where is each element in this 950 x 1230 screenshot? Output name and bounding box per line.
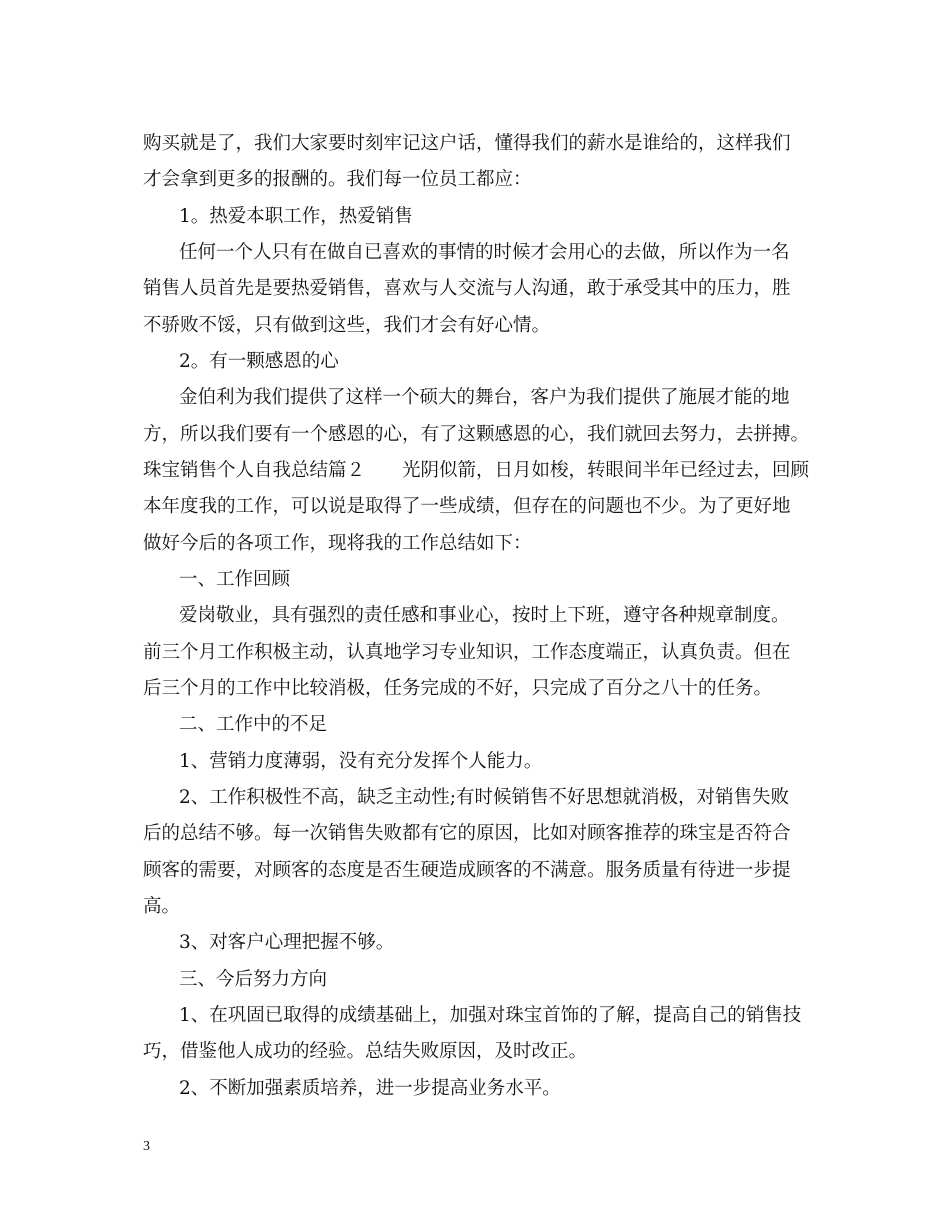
section-heading: 二、工作中的不足 [179, 714, 328, 735]
text-line: 高。 [143, 896, 181, 917]
text-line: 巧，借鉴他人成功的经验。总结失败原因，及时改正。 [143, 1041, 588, 1062]
list-item: 1、营销力度薄弱，没有充分发挥个人能力。 [179, 751, 543, 772]
text-line: 不骄败不馁，只有做到这些，我们才会有好心情。 [143, 315, 551, 336]
list-item: 1、在巩固已取得的成绩基础上，加强对珠宝首饰的了解，提高自己的销售技 [179, 1005, 802, 1026]
paragraph-start: 爱岗敬业，具有强烈的责任感和事业心，按时上下班，遵守各种规章制度。 [179, 605, 790, 626]
text-line: 前三个月工作积极主动，认真地学习专业知识，工作态度端正，认真负责。但在 [143, 642, 791, 663]
list-item-heading: 2。有一颗感恩的心 [179, 351, 339, 372]
text-line: 才会拿到更多的报酬的。我们每一位员工都应： [143, 169, 532, 190]
list-item: 2、不断加强素质培养，进一步提高业务水平。 [179, 1078, 561, 1099]
text-line: 后的总结不够。每一次销售失败都有它的原因，比如对顾客推荐的珠宝是否符合 [143, 823, 791, 844]
section-title-line: 珠宝销售个人自我总结篇２ 光阴似箭，日月如梭，转眼间半年已经过去，回顾 [143, 460, 810, 481]
text-line: 后三个月的工作中比较消极，任务完成的不好，只完成了百分之八十的任务。 [143, 678, 773, 699]
text-line: 销售人员首先是要热爱销售，喜欢与人交流与人沟通，敢于承受其中的压力，胜 [143, 278, 791, 299]
paragraph-start: 任何一个人只有在做自已喜欢的事情的时候才会用心的去做，所以作为一名 [179, 242, 790, 263]
list-item: 3、对客户心理把握不够。 [179, 932, 395, 953]
text-line: 做好今后的各项工作，现将我的工作总结如下： [143, 533, 532, 554]
paragraph-start: 金伯利为我们提供了这样一个硕大的舞台，客户为我们提供了施展才能的地 [179, 387, 790, 408]
list-item: 2、工作积极性不高，缺乏主动性;有时候销售不好思想就消极，对销售失败 [179, 787, 790, 808]
text-line: 购买就是了，我们大家要时刻牢记这户话，懂得我们的薪水是谁给的，这样我们 [143, 133, 791, 154]
section-heading: 三、今后努力方向 [179, 969, 328, 990]
text-line: 方，所以我们要有一个感恩的心，有了这颗感恩的心，我们就回去努力，去拼搏。 [143, 424, 810, 445]
section-heading: 一、工作回顾 [179, 569, 291, 590]
page-number: 3 [143, 1139, 150, 1154]
list-item-heading: 1。热爱本职工作，热爱销售 [179, 206, 413, 227]
text-line: 顾客的需要，对顾客的态度是否生硬造成顾客的不满意。服务质量有待进一步提 [143, 860, 791, 881]
text-line: 本年度我的工作，可以说是取得了一些成绩，但存在的问题也不少。为了更好地 [143, 496, 791, 517]
